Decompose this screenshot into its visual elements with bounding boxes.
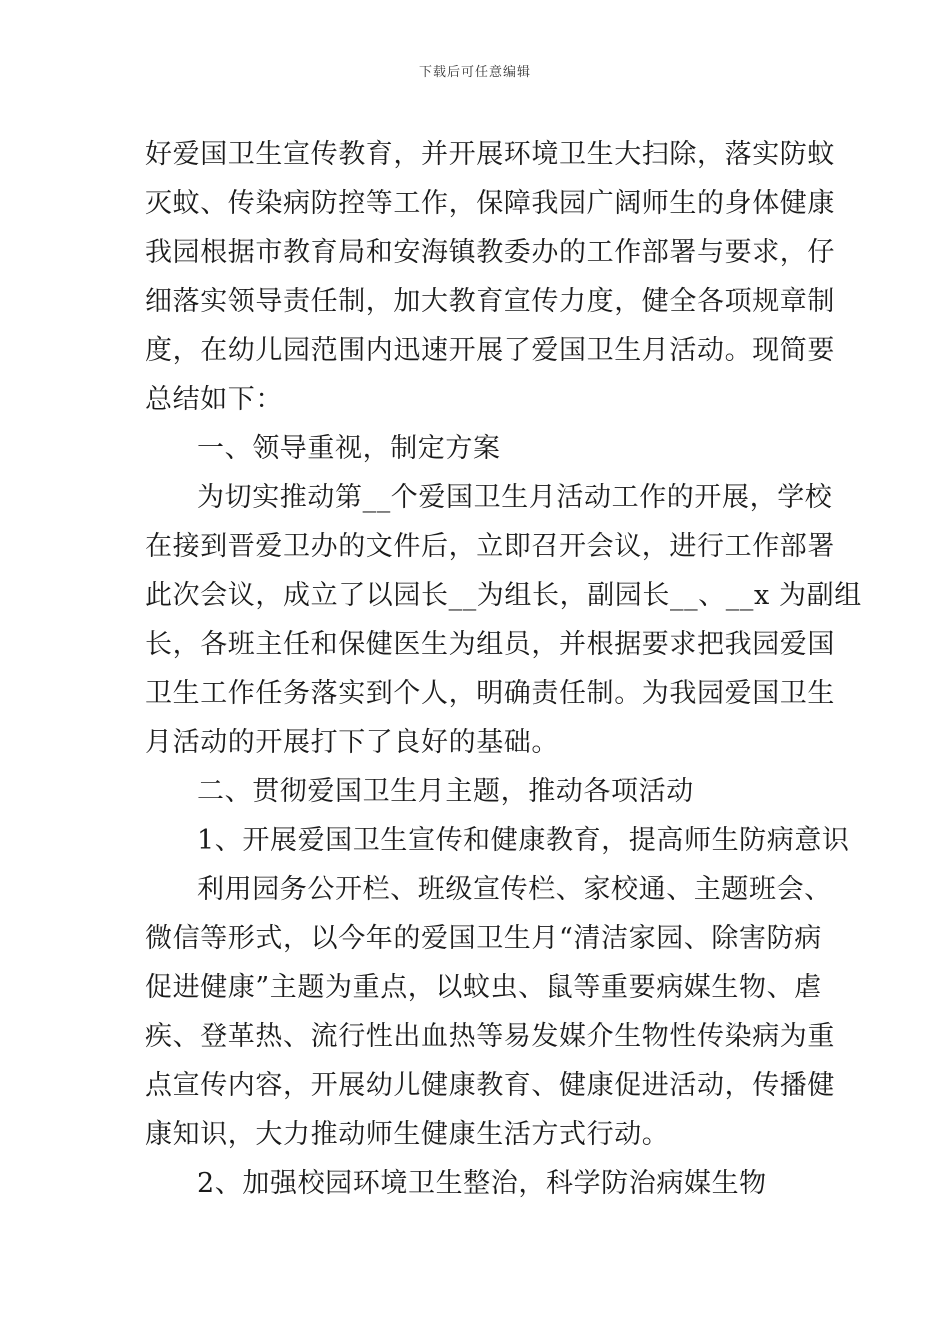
text-line: 灭蚊、传染病防控等工作，保障我园广阔师生的身体健康 xyxy=(145,188,835,219)
section-heading: 一、领导重视，制定方案 xyxy=(197,433,501,464)
text-line: 促进健康”主题为重点，以蚊虫、鼠等重要病媒生物、虐 xyxy=(145,972,822,1003)
page-header-note: 下载后可任意编辑 xyxy=(418,65,531,80)
text-line: 康知识，大力推动师生健康生活方式行动。 xyxy=(145,1119,670,1150)
text-line: 在接到晋爱卫办的文件后，立即召开会议，进行工作部署 xyxy=(145,531,835,562)
subsection-heading: 2、加强校园环境卫生整治，科学防治病媒生物 xyxy=(197,1168,767,1199)
document-body xyxy=(145,130,862,1208)
text-line: 卫生工作任务落实到个人，明确责任制。为我园爱国卫生 xyxy=(145,678,835,709)
text-line: 月活动的开展打下了良好的基础。 xyxy=(145,727,559,758)
text-line: 总结如下： xyxy=(145,384,283,415)
subsection-heading: 1、开展爱国卫生宣传和健康教育，提高师生防病意识 xyxy=(197,825,850,856)
text-line: 好爱国卫生宣传教育，并开展环境卫生大扫除，落实防蚊 xyxy=(145,139,835,170)
text-line: 为切实推动第__个爱国卫生月活动工作的开展，学校 xyxy=(197,482,833,513)
text-line: 疾、登革热、流行性出血热等易发媒介生物性传染病为重 xyxy=(145,1021,835,1052)
text-line: 我园根据市教育局和安海镇教委办的工作部署与要求，仔 xyxy=(145,237,835,268)
text-line: 微信等形式，以今年的爱国卫生月“清洁家园、除害防病 xyxy=(145,923,822,954)
text-line: 利用园务公开栏、班级宣传栏、家校通、主题班会、 xyxy=(197,874,832,905)
text-line: 此次会议，成立了以园长__为组长，副园长__、__x 为副组 xyxy=(145,580,862,611)
text-line: 长，各班主任和保健医生为组员，并根据要求把我园爱国 xyxy=(145,629,835,660)
text-line: 细落实领导责任制，加大教育宣传力度，健全各项规章制 xyxy=(145,286,835,317)
text-line: 度，在幼儿园范围内迅速开展了爱国卫生月活动。现简要 xyxy=(145,335,835,366)
text-line: 点宣传内容，开展幼儿健康教育、健康促进活动，传播健 xyxy=(145,1070,835,1101)
section-heading: 二、贯彻爱国卫生月主题，推动各项活动 xyxy=(197,776,694,807)
